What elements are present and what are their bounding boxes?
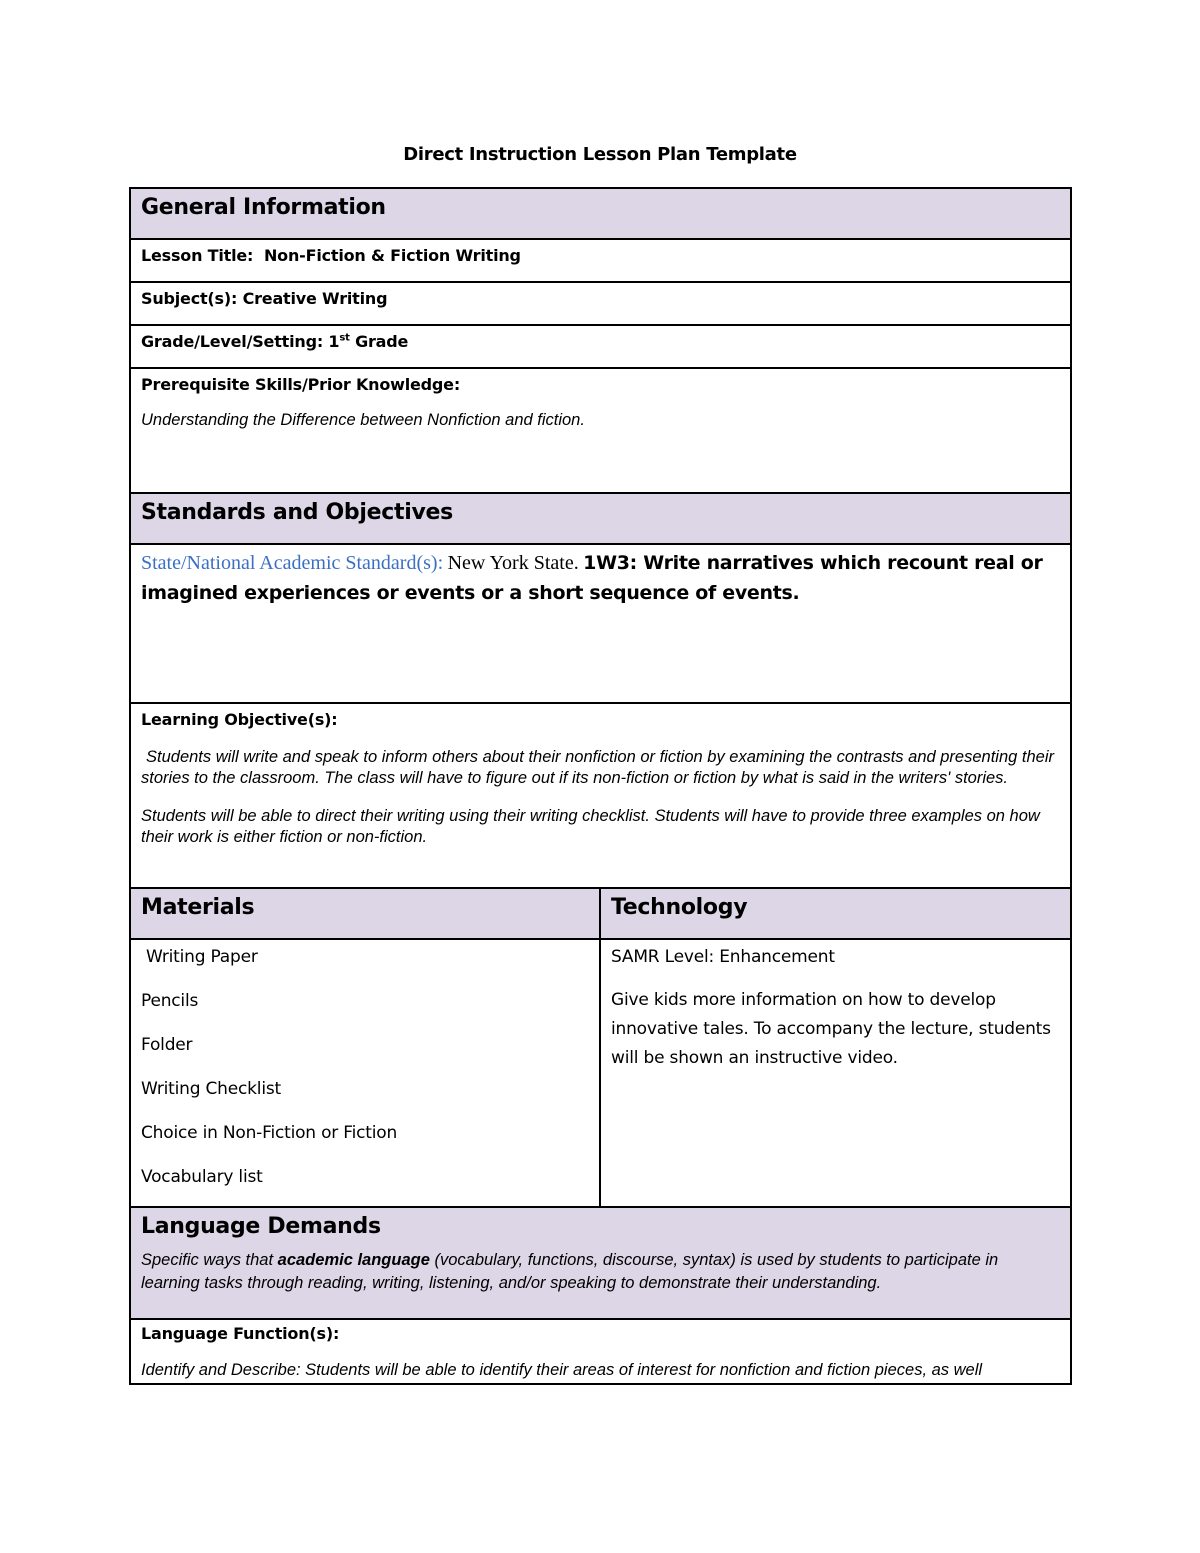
language-function-label: Language Function(s): (141, 1324, 340, 1343)
lesson-title-field (141, 246, 1060, 265)
materials-item: Writing Paper (146, 947, 258, 967)
language-demands-desc-bold: academic language (277, 1251, 430, 1269)
materials-item: Pencils (141, 991, 199, 1011)
subjects-value: Creative Writing (242, 289, 388, 308)
standards-row (130, 544, 1071, 703)
materials-cell (130, 939, 600, 1207)
samr-label: SAMR Level: (611, 947, 715, 967)
materials-item: Vocabulary list (141, 1167, 263, 1187)
technology-cell (600, 939, 1071, 1207)
standard-block (141, 549, 1060, 609)
grade-level-rest: Grade (355, 332, 409, 351)
subjects-row (130, 282, 1071, 325)
learning-objective-paragraph-1: Students will write and speak to inform others about their nonfiction or fiction by examining the contrasts and presenting their stories to the classroom. The class will have to figure out if its non-fiction or fiction by what is said in the writers' stories. (141, 748, 1054, 787)
lesson-plan-table (129, 187, 1072, 1385)
language-demands-heading: Language Demands (141, 1214, 381, 1239)
subjects-field (141, 289, 1060, 308)
samr-level (611, 942, 1060, 972)
standard-state: New York State. (447, 552, 579, 574)
grade-level-number: 1 (328, 332, 340, 351)
learning-objectives-row (130, 703, 1071, 888)
technology-description: Give kids more information on how to develop innovative tales. To accompany the lecture, students will be shown an instructive video. (611, 990, 1051, 1068)
lesson-title-label: Lesson Title: (141, 246, 254, 265)
grade-level-row (130, 325, 1071, 368)
standard-text: 1W3: Write narratives which recount real or imagined experiences or events or a short sequence of events. (141, 552, 1043, 604)
prerequisite-text: Understanding the Difference between Nonfiction and fiction. (141, 411, 585, 429)
materials-header (130, 888, 600, 939)
materials-item: Writing Checklist (141, 1079, 281, 1099)
materials-item: Choice in Non-Fiction or Fiction (141, 1123, 398, 1143)
materials-item: Folder (141, 1035, 193, 1055)
standards-objectives-header (130, 493, 1071, 544)
learning-objective-paragraph-2: Students will be able to direct their writing using their writing checklist. Students will have to provide three examples on how their work is either fiction or non-fiction. (141, 807, 1040, 846)
grade-level-field (141, 332, 1060, 351)
learning-objectives-label: Learning Objective(s): (141, 710, 338, 729)
grade-level-suffix: st (339, 332, 350, 344)
samr-value: Enhancement (719, 947, 835, 967)
language-demands-description (141, 1249, 1060, 1295)
technology-header (600, 888, 1071, 939)
technology-heading: Technology (611, 895, 748, 920)
grade-level-label: Grade/Level/Setting: (141, 332, 324, 351)
materials-heading: Materials (141, 895, 255, 920)
language-function-row (130, 1319, 1071, 1384)
prerequisite-label: Prerequisite Skills/Prior Knowledge: (141, 375, 461, 394)
language-function-text: Identify and Describe: Students will be able to identify their areas of interest for nonfiction and fiction pieces, as well (141, 1361, 983, 1379)
general-information-header (130, 188, 1071, 239)
subjects-label: Subject(s): (141, 289, 238, 308)
lesson-title-value: Non-Fiction & Fiction Writing (263, 246, 521, 265)
document-title: Direct Instruction Lesson Plan Template (403, 144, 797, 165)
prerequisite-row (130, 368, 1071, 493)
lesson-title-row (130, 239, 1071, 282)
materials-list (141, 942, 589, 1206)
standard-label: State/National Academic Standard(s): (141, 552, 444, 574)
language-demands-header (130, 1207, 1071, 1319)
language-demands-desc-before: Specific ways that (141, 1251, 274, 1269)
general-information-heading: General Information (141, 195, 386, 220)
standards-objectives-heading: Standards and Objectives (141, 500, 453, 525)
language-demands-desc-after: (vocabulary, functions, discourse, syntax) is used by students to participate in learning tasks through reading, writing, listening, and/or speaking to demonstrate their understanding. (141, 1251, 999, 1292)
